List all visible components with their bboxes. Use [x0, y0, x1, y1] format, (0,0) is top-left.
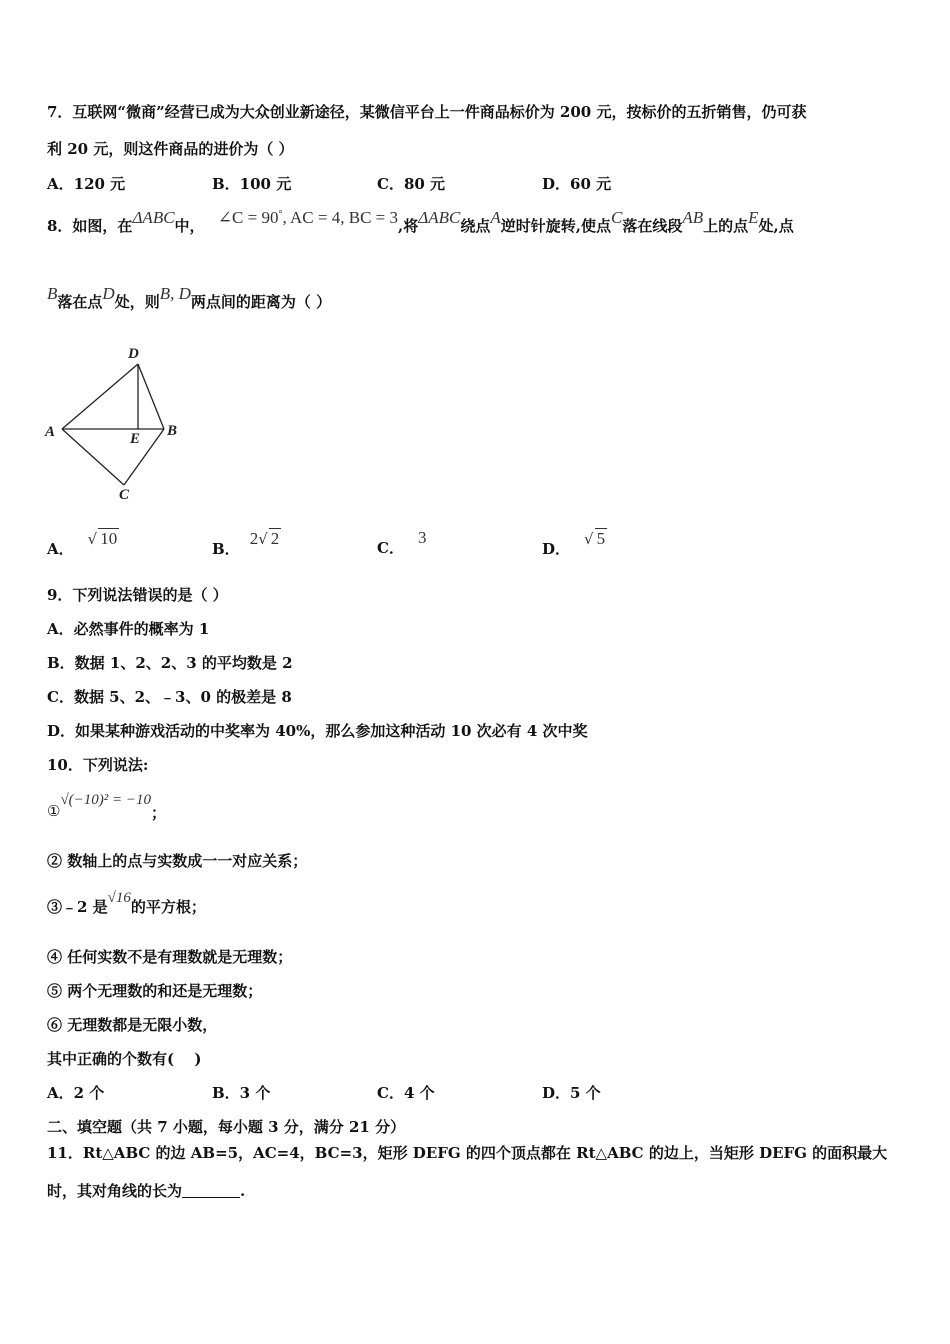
label-a: A [45, 424, 56, 440]
segment-ad [62, 364, 138, 429]
q8-option-c-value: 3 [417, 528, 427, 547]
q7-line2: 利 20 元，则这件商品的进价为（ ） [47, 140, 294, 158]
q8-points-bd: B, D [159, 284, 191, 303]
q10-s1-formula: √(−10)² = −10 [60, 792, 152, 808]
q8-option-d [542, 528, 607, 558]
q10-statement-5: ⑤ 两个无理数的和还是无理数； [47, 982, 263, 1000]
q8-triangle-label: ΔABC [132, 208, 175, 227]
q8-point-b: B [47, 284, 58, 303]
q11-text: 时，其对角线的长为 [47, 1182, 183, 1200]
q10-s3-text: 的平方根； [130, 898, 206, 916]
q11-line1: 11．Rt△ABC 的边 AB=5，AC=4，BC=3，矩形 DEFG 的四个顶点都在 Rt△ABC 的边上，当矩形 DEFG 的面积最大 [47, 1144, 888, 1162]
q8-option-b-value [250, 530, 282, 548]
label-e: E [130, 431, 141, 447]
q8-text: 处，则 [114, 293, 160, 311]
q9-option-a: A．必然事件的概率为 1 [47, 620, 210, 638]
q8-option-letter: C． [377, 539, 404, 557]
q8-text: ,将 [398, 217, 419, 235]
q10-statement-2: ② 数轴上的点与实数成一一对应关系； [47, 852, 308, 870]
q8-option-letter: B． [212, 540, 240, 558]
radical-icon: √ [87, 530, 98, 548]
q8-point-c: C [610, 208, 623, 227]
q8-option-letter: A． [47, 540, 74, 558]
segment-ac [62, 429, 124, 485]
q7-option-b: B．100 元 [212, 175, 292, 193]
radicand: 2 [270, 529, 280, 548]
q11-line2 [47, 1181, 245, 1201]
label-c: C [119, 487, 130, 503]
q8-option-d-value [584, 530, 607, 548]
q7-option-d: D．60 元 [542, 175, 612, 193]
q8-point-a: A [490, 208, 501, 227]
q10-option-c: C．4 个 [377, 1084, 435, 1102]
q8-degree: ° [278, 209, 283, 220]
q7-line1: 7．互联网“微商”经营已成为大众创业新途径，某微信平台上一件商品标价为 200 元，按标价的五折销售，仍可获 [47, 103, 807, 121]
section2-heading: 二、填空题（共 7 小题，每小题 3 分，满分 21 分） [47, 1118, 406, 1136]
q7-option-a: A．120 元 [47, 175, 126, 193]
q10-option-d: D．5 个 [542, 1084, 601, 1102]
q10-ask: 其中正确的个数有( ) [47, 1050, 202, 1068]
q8-text: 逆时针旋转,使点 [500, 217, 611, 235]
q8-segment-ab: AB [682, 208, 704, 227]
q8-line1 [47, 208, 794, 239]
q10-s3-formula: √16 [107, 890, 131, 906]
q10-statement-6: ⑥ 无理数都是无限小数， [47, 1016, 218, 1034]
q8-option-c [377, 528, 427, 557]
q8-text: 绕点 [460, 217, 491, 235]
q8-option-letter: D． [542, 540, 571, 558]
q11-period: . [240, 1182, 246, 1200]
q10-statement-4: ④ 任何实数不是有理数就是无理数； [47, 948, 293, 966]
q10-option-a: A．2 个 [47, 1084, 105, 1102]
q8-text: 落在点 [57, 293, 103, 311]
q8-option-a-value [88, 530, 120, 548]
radical-icon: √ [584, 530, 594, 548]
circled-number: ① [47, 802, 61, 820]
answer-blank[interactable] [182, 1183, 240, 1198]
label-b: B [167, 423, 178, 439]
q8-condition [218, 208, 398, 227]
q8-side-cond: , AC = 4, BC = 3 [282, 208, 398, 227]
radical-icon: √ [258, 530, 268, 548]
q10-statement-3 [47, 890, 206, 918]
q8-figure [40, 340, 190, 505]
q8-prefix: 8．如图，在 [47, 217, 133, 235]
q8-text: 上的点 [703, 217, 749, 235]
q9-option-c: C．数据 5、2、﹣3、0 的极差是 8 [47, 688, 292, 706]
q10-statement-1 [47, 792, 167, 822]
q8-text: 落在线段 [622, 217, 683, 235]
q10-stem: 10．下列说法: [47, 756, 149, 774]
radicand: 5 [596, 529, 606, 548]
q9-option-b: B．数据 1、2、2、3 的平均数是 2 [47, 654, 293, 672]
q8-text: 两点间的距离为（ ） [190, 293, 332, 311]
q10-s3-text: ③﹣2 是 [47, 898, 108, 916]
q8-triangle-label: ΔABC [418, 208, 461, 227]
q9-stem: 9．下列说法错误的是（ ） [47, 586, 228, 604]
q7-option-c: C．80 元 [377, 175, 446, 193]
q8-option-a [47, 528, 119, 558]
segment-db [138, 364, 164, 429]
radicand: 10 [100, 529, 118, 548]
label-d: D [128, 346, 139, 362]
q8-option-b [212, 528, 281, 558]
q10-option-b: B．3 个 [212, 1084, 271, 1102]
q8-point-e: E [748, 208, 759, 227]
q10-s1-end: ； [151, 804, 167, 822]
q8-line2 [47, 284, 332, 312]
q8-point-d: D [102, 284, 115, 303]
coefficient: 2 [249, 529, 259, 548]
q8-text: 中， [174, 217, 205, 235]
q9-option-d: D．如果某种游戏活动的中奖率为 40%，那么参加这种活动 10 次必有 4 次中奖 [47, 722, 588, 740]
q8-text: 处,点 [758, 217, 794, 235]
q8-angle-cond: ∠C = 90 [217, 208, 279, 227]
